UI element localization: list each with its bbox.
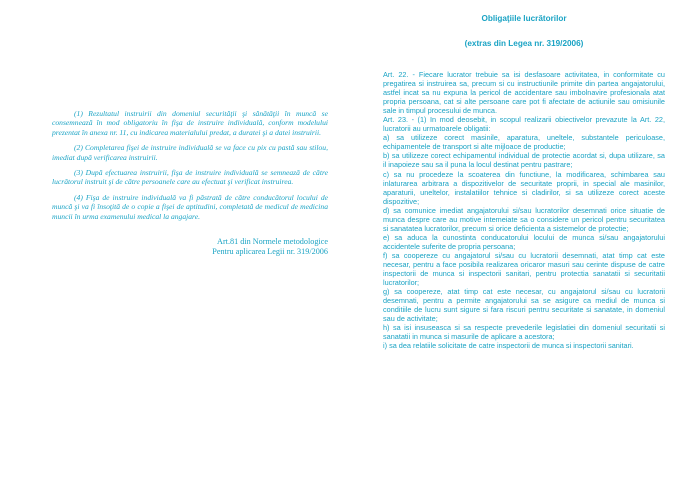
paragraph-2: (2) Completarea fişei de instruire individuală se va face cu pix cu pastă sau stilou, imediat după verificarea instruirii. — [52, 143, 328, 162]
signature-block — [52, 237, 328, 257]
obligation-d: d) sa comunice imediat angajatorului si/sau lucratorilor desemnati orice situatie de munca despre care au motive intemeiate sa o considere un pericol pentru securitatea si sanatatea lucratorilor, precum si orice deficienta a sistemelor de protectie; — [383, 205, 665, 233]
article-23-intro: Art. 23. - (1) In mod deosebit, in scopul realizarii obiectivelor prevazute la Art. 22, lucratorii au urmatoarele obligatii: — [383, 115, 665, 134]
article-22: Art. 22. - Fiecare lucrator trebuie sa isi desfasoare activitatea, in conformitate cu pregatirea si instruirea sa, precum si cu instructiunile primite din partea angajatorului, astfel incat sa nu expuna la pericol de accidentare sau imbolnavire profesionala atat propria persoana, cat si alte persoane care pot fi afectate de actiunile sau omisiunile sale in timpul procesului de munca. — [383, 70, 665, 116]
signature-line-2: Pentru aplicarea Legii nr. 319/2006 — [212, 247, 328, 257]
obligation-g: g) sa coopereze, atat timp cat este necesar, cu angajatorul si/sau cu lucratorii desemnati, pentru a permite angajatorului sa se asigure ca mediul de munca si conditiile de lucru sunt sigure si fara riscuri pentru securitate si sanatate, in domeniul sau de activitate; — [383, 287, 665, 324]
page-subtitle: (extras din Legea nr. 319/2006) — [464, 39, 584, 48]
obligation-c: c) sa nu procedeze la scoaterea din functiune, la modificarea, schimbarea sau inlaturarea arbitrara a dispozitivelor de securitate proprii, in special ale masinilor, aparaturii, uneltelor, instalatiilor tehnice si cladirilor, si sa utilizeze corect aceste dispozitive; — [383, 169, 665, 206]
obligations-body — [383, 70, 665, 350]
signature-line-1: Art.81 din Normele metodologice — [217, 237, 328, 247]
paragraph-3: (3) După efectuarea instruirii, fişa de instruire individuală se semnează de către lucrătorul instruit şi de către persoanele care au efectuat şi verificat instruirea. — [52, 168, 328, 187]
paragraph-4: (4) Fişa de instruire individuală va fi păstrată de către conducătorul locului de muncă şi va fi însoţită de o copie a fişei de aptitudini, completată de medicul de medicina muncii în urma examenului medical la angajare. — [52, 192, 328, 221]
obligation-b: b) sa utilizeze corect echipamentul individual de protectie acordat si, dupa utilizare, sa il inapoieze sau sa il puna la locul destinat pentru pastrare; — [383, 151, 665, 170]
obligation-f: f) sa coopereze cu angajatorul si/sau cu lucratorii desemnati, atat timp cat este necesar, pentru a face posibila realizarea oricaror masuri sau cerinte dispuse de catre inspectorii de munca si inspectorii sanitari, pentru protectia sanatatii si securitatii lucratorilor; — [383, 250, 665, 288]
left-column — [52, 109, 328, 257]
page-title: Obligaţiile lucrătorilor — [481, 14, 567, 23]
obligation-h: h) sa isi insuseasca si sa respecte prevederile legislatiei din domeniul securitatii si sanatatii in munca si masurile de aplicare a acestora; — [383, 323, 665, 342]
obligation-a: a) sa utilizeze corect masinile, aparatura, uneltele, substantele periculoase, echipamentele de transport si alte mijloace de productie; — [383, 133, 665, 152]
obligation-i: i) sa dea relatiile solicitate de catre inspectorii de munca si inspectorii sanitari. — [383, 341, 634, 351]
right-column — [383, 14, 665, 350]
obligation-e: e) sa aduca la cunostinta conducatorului locului de munca si/sau angajatorului accidentele suferite de propria persoana; — [383, 232, 665, 251]
paragraph-1: (1) Rezultatul instruirii din domeniul securităţii şi sănătăţii în muncă se consemnează în mod obligatoriu în fişa de instruire individuală, conform modelului prezentat în anexa nr. 11, cu indicarea materialului predat, a duratei şi a datei instruirii. — [52, 109, 328, 137]
